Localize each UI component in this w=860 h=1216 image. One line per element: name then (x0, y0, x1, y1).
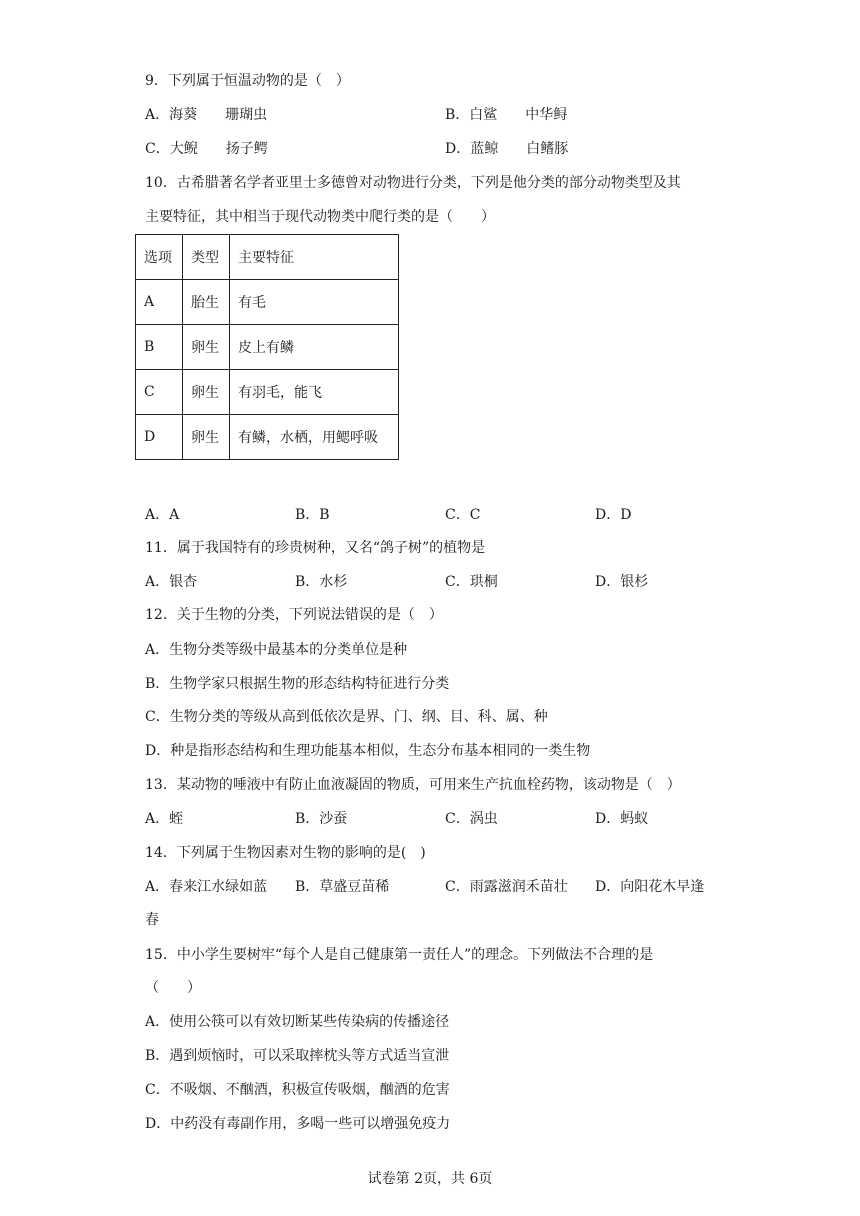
q12-option-d: D．种是指形态结构和生理功能基本相似，生态分布基本相同的一类生物 (145, 743, 591, 759)
table-cell: B (136, 325, 183, 370)
table-cell: D (136, 415, 183, 460)
table-row (136, 325, 399, 370)
q15-stem-line2: （ ） (145, 980, 201, 996)
q9-stem: 9．下列属于恒温动物的是（ ） (145, 73, 350, 89)
q14-option-b: B．草盛豆苗稀 (295, 879, 390, 895)
q10-stem-line2: 主要特征，其中相当于现代动物类中爬行类的是（ ） (145, 209, 495, 225)
table-cell: C (136, 370, 183, 415)
table-row (136, 415, 399, 460)
q13-option-a: A．蛭 (145, 811, 184, 827)
q15-option-b: B．遇到烦恼时，可以采取摔枕头等方式适当宣泄 (145, 1048, 450, 1064)
q12-option-a: A．生物分类等级中最基本的分类单位是种 (145, 642, 408, 658)
q12-option-b: B．生物学家只根据生物的形态结构特征进行分类 (145, 676, 450, 692)
q13-option-c: C．涡虫 (445, 811, 498, 827)
q13-option-b: B．沙蚕 (295, 811, 348, 827)
q15-option-d: D．中药没有毒副作用，多喝一些可以增强免疫力 (145, 1116, 451, 1132)
table-row (136, 280, 399, 325)
table-header-row (136, 235, 399, 280)
table-header-cell: 类型 (183, 235, 230, 280)
q10-table (135, 234, 399, 460)
q11-option-b: B．水杉 (295, 574, 348, 590)
table-cell: A (136, 280, 183, 325)
table-cell: 有毛 (230, 280, 399, 325)
q11-option-c: C．珙桐 (445, 574, 498, 590)
q14-stem: 14．下列属于生物因素对生物的影响的是( ) (145, 845, 426, 861)
q11-option-d: D．银杉 (595, 574, 649, 590)
table-cell: 卵生 (183, 325, 230, 370)
q13-option-d: D．蚂蚁 (595, 811, 649, 827)
q10-option-a: A．A (145, 507, 180, 523)
page-footer: 试卷第 2页，共 6页 (367, 1171, 493, 1187)
q14-option-c: C．雨露滋润禾苗壮 (445, 879, 568, 895)
q9-option-a: A．海葵 珊瑚虫 (145, 107, 268, 123)
q12-option-c: C．生物分类的等级从高到低依次是界、门、纲、目、科、属、种 (145, 709, 548, 725)
q15-option-a: A．使用公筷可以有效切断某些传染病的传播途径 (145, 1014, 450, 1030)
table-header-cell: 主要特征 (230, 235, 399, 280)
table-cell: 卵生 (183, 370, 230, 415)
q9-option-d: D．蓝鲸 白鳍豚 (445, 141, 569, 157)
table-cell: 胎生 (183, 280, 230, 325)
q12-stem: 12．关于生物的分类，下列说法错误的是（ ） (145, 607, 443, 623)
q10-stem-line1: 10．古希腊著名学者亚里士多德曾对动物进行分类，下列是他分类的部分动物类型及其 (145, 175, 681, 191)
q9-option-b: B．白鲨 中华鲟 (445, 107, 568, 123)
table-cell: 皮上有鳞 (230, 325, 399, 370)
q10-option-b: B．B (295, 507, 330, 523)
table-header-cell: 选项 (136, 235, 183, 280)
table-row (136, 370, 399, 415)
q13-stem: 13．某动物的唾液中有防止血液凝固的物质，可用来生产抗血栓药物，该动物是（ ） (145, 777, 681, 793)
q10-option-d: D．D (595, 507, 632, 523)
q11-stem: 11．属于我国特有的珍贵树种，又名“鸽子树”的植物是 (145, 540, 486, 556)
table-cell: 有鳞，水栖，用鳃呼吸 (230, 415, 399, 460)
q9-option-c: C．大鲵 扬子鳄 (145, 141, 268, 157)
q10-option-c: C．C (445, 507, 481, 523)
table-cell: 卵生 (183, 415, 230, 460)
q11-option-a: A．银杏 (145, 574, 198, 590)
q15-stem-line1: 15．中小学生要树牢“每个人是自己健康第一责任人”的理念。下列做法不合理的是 (145, 947, 654, 963)
q14-option-d: D．向阳花木早逢 (595, 879, 705, 895)
table-cell: 有羽毛，能飞 (230, 370, 399, 415)
q15-option-c: C．不吸烟、不酗酒，积极宣传吸烟，酗酒的危害 (145, 1082, 450, 1098)
q14-option-a: A．春来江水绿如蓝 (145, 879, 268, 895)
q14-option-d-wrap: 春 (145, 912, 159, 928)
